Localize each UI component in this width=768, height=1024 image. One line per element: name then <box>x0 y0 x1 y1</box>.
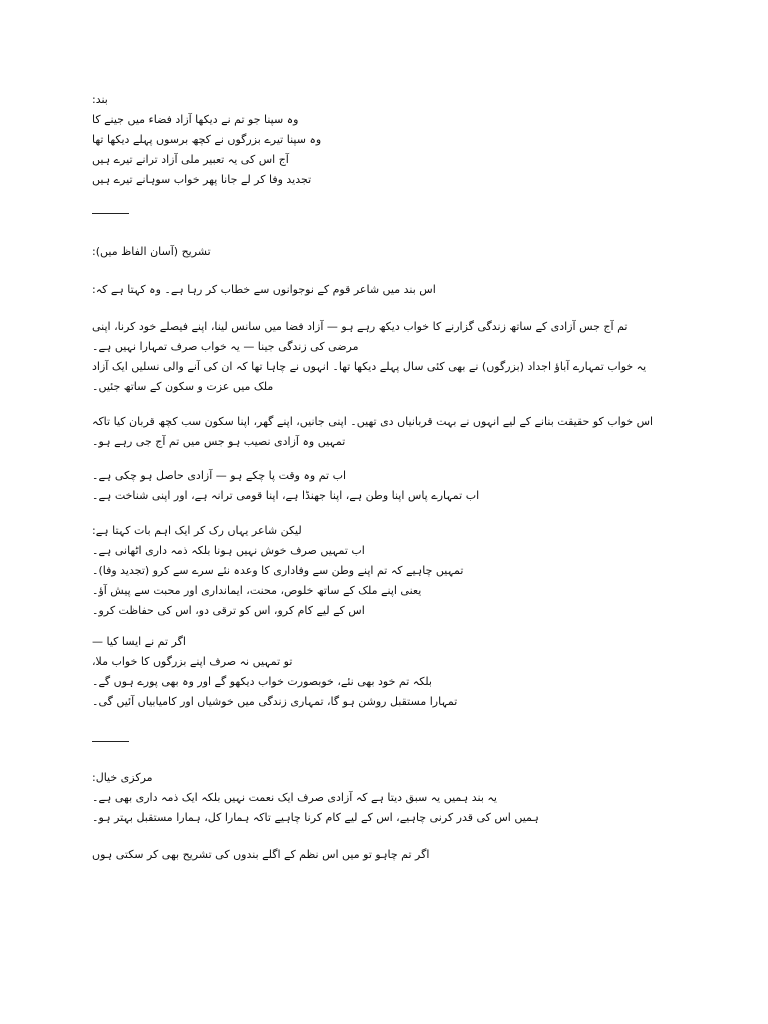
paragraph-3 <box>92 466 479 506</box>
paragraph-line: تمہیں چاہیے کہ تم اپنے وطن سے وفاداری کا وعدہ نئے سرے سے کرو (تجدید وفا)۔ <box>92 564 464 577</box>
paragraph-line: اب تمہیں صرف خوش نہیں ہونا بلکہ ذمہ داری اٹھانی ہے۔ <box>92 544 365 557</box>
central-idea-block <box>92 768 539 828</box>
stanza-line: وہ سپنا جو تم نے دیکھا آزاد فضاء میں جینے کا <box>92 113 299 126</box>
explanation-intro: اس بند میں شاعر قوم کے نوجوانوں سے خطاب کر رہا ہے۔ وہ کہتا ہے کہ: <box>92 283 436 296</box>
paragraph-5 <box>92 632 457 712</box>
paragraph-line: اس کے لیے کام کرو، اس کو ترقی دو، اس کی حفاظت کرو۔ <box>92 604 365 617</box>
paragraph-line: اس خواب کو حقیقت بنانے کے لیے انہوں نے بہت قربانیاں دی تھیں۔ اپنی جانیں، اپنے گھر، اپنا سکون سب کچھ قربان کیا تاکہ <box>92 415 654 428</box>
paragraph-line: یعنی اپنے ملک کے ساتھ خلوص، محنت، ایمانداری اور محبت سے پیش آؤ۔ <box>92 584 422 597</box>
paragraph-line: یہ خواب تمہارے آباؤ اجداد (بزرگوں) نے بھی کئی سال پہلے دیکھا تھا۔ انہوں نے چاہا تھا کہ ان کی آنے والی نسلیں ایک آزاد <box>92 360 647 373</box>
central-idea-line: یہ بند ہمیں یہ سبق دیتا ہے کہ آزادی صرف ایک نعمت نہیں بلکہ ایک ذمہ داری بھی ہے۔ <box>92 791 497 804</box>
paragraph-line: لیکن شاعر یہاں رک کر ایک اہم بات کہتا ہے: <box>92 524 302 537</box>
paragraph-line: تو تمہیں نہ صرف اپنے بزرگوں کا خواب ملا، <box>92 655 293 668</box>
paragraph-line: اب تم وہ وقت پا چکے ہو — آزادی حاصل ہو چکی ہے۔ <box>92 469 347 482</box>
closing-line: اگر تم چاہو تو میں اس نظم کے اگلے بندوں کی تشریح بھی کر سکتی ہوں <box>92 848 430 861</box>
central-idea-line: ہمیں اس کی قدر کرنی چاہیے، اس کے لیے کام کرنا چاہیے تاکہ ہمارا کل، ہمارا مستقبل بہتر ہو۔ <box>92 811 539 824</box>
stanza-line: تجدید وفا کر لے جانا پھر خواب سوہانے تیرے ہیں <box>92 173 312 186</box>
paragraph-line: تمہیں وہ آزادی نصیب ہو جس میں تم آج جی رہے ہو۔ <box>92 435 346 448</box>
stanza-line: وہ سپنا تیرے بزرگوں نے کچھ برسوں پہلے دیکھا تھا <box>92 133 322 146</box>
paragraph-line: تمہارا مستقبل روشن ہو گا، تمہاری زندگی میں خوشیاں اور کامیابیاں آئیں گی۔ <box>92 695 458 708</box>
stanza-heading: بند: <box>92 93 108 106</box>
paragraph-2 <box>92 412 653 452</box>
stanza-block <box>92 90 321 190</box>
paragraph-line: اب تمہارے پاس اپنا وطن ہے، اپنا جھنڈا ہے، اپنا قومی ترانہ ہے، اور اپنی شناخت ہے۔ <box>92 489 480 502</box>
paragraph-line: بلکہ تم خود بھی نئے، خوبصورت خواب دیکھو گے اور وہ بھی پورے ہوں گے۔ <box>92 675 432 688</box>
section-divider <box>92 213 129 214</box>
explanation-heading-block <box>92 242 211 262</box>
stanza-line: آج اس کی یہ تعبیر ملی آزاد ترانے تیرے ہیں <box>92 153 289 166</box>
paragraph-line: اگر تم نے ایسا کیا — <box>92 635 186 648</box>
explanation-intro-block <box>92 280 436 300</box>
paragraph-line: تم آج جس آزادی کے ساتھ زندگی گزارنے کا خواب دیکھ رہے ہو — آزاد فضا میں سانس لینا، اپنے فیصلے خود کرنا، اپنی <box>92 320 628 333</box>
paragraph-line: ملک میں عزت و سکون کے ساتھ جئیں۔ <box>92 380 274 393</box>
paragraph-4 <box>92 521 463 621</box>
section-divider <box>92 741 129 742</box>
explanation-heading: تشریح (آسان الفاظ میں): <box>92 245 211 258</box>
paragraph-1 <box>92 317 646 397</box>
closing-block <box>92 845 429 865</box>
central-idea-heading: مرکزی خیال: <box>92 771 153 784</box>
paragraph-line: مرضی کی زندگی جینا — یہ خواب صرف تمہارا نہیں ہے۔ <box>92 340 359 353</box>
